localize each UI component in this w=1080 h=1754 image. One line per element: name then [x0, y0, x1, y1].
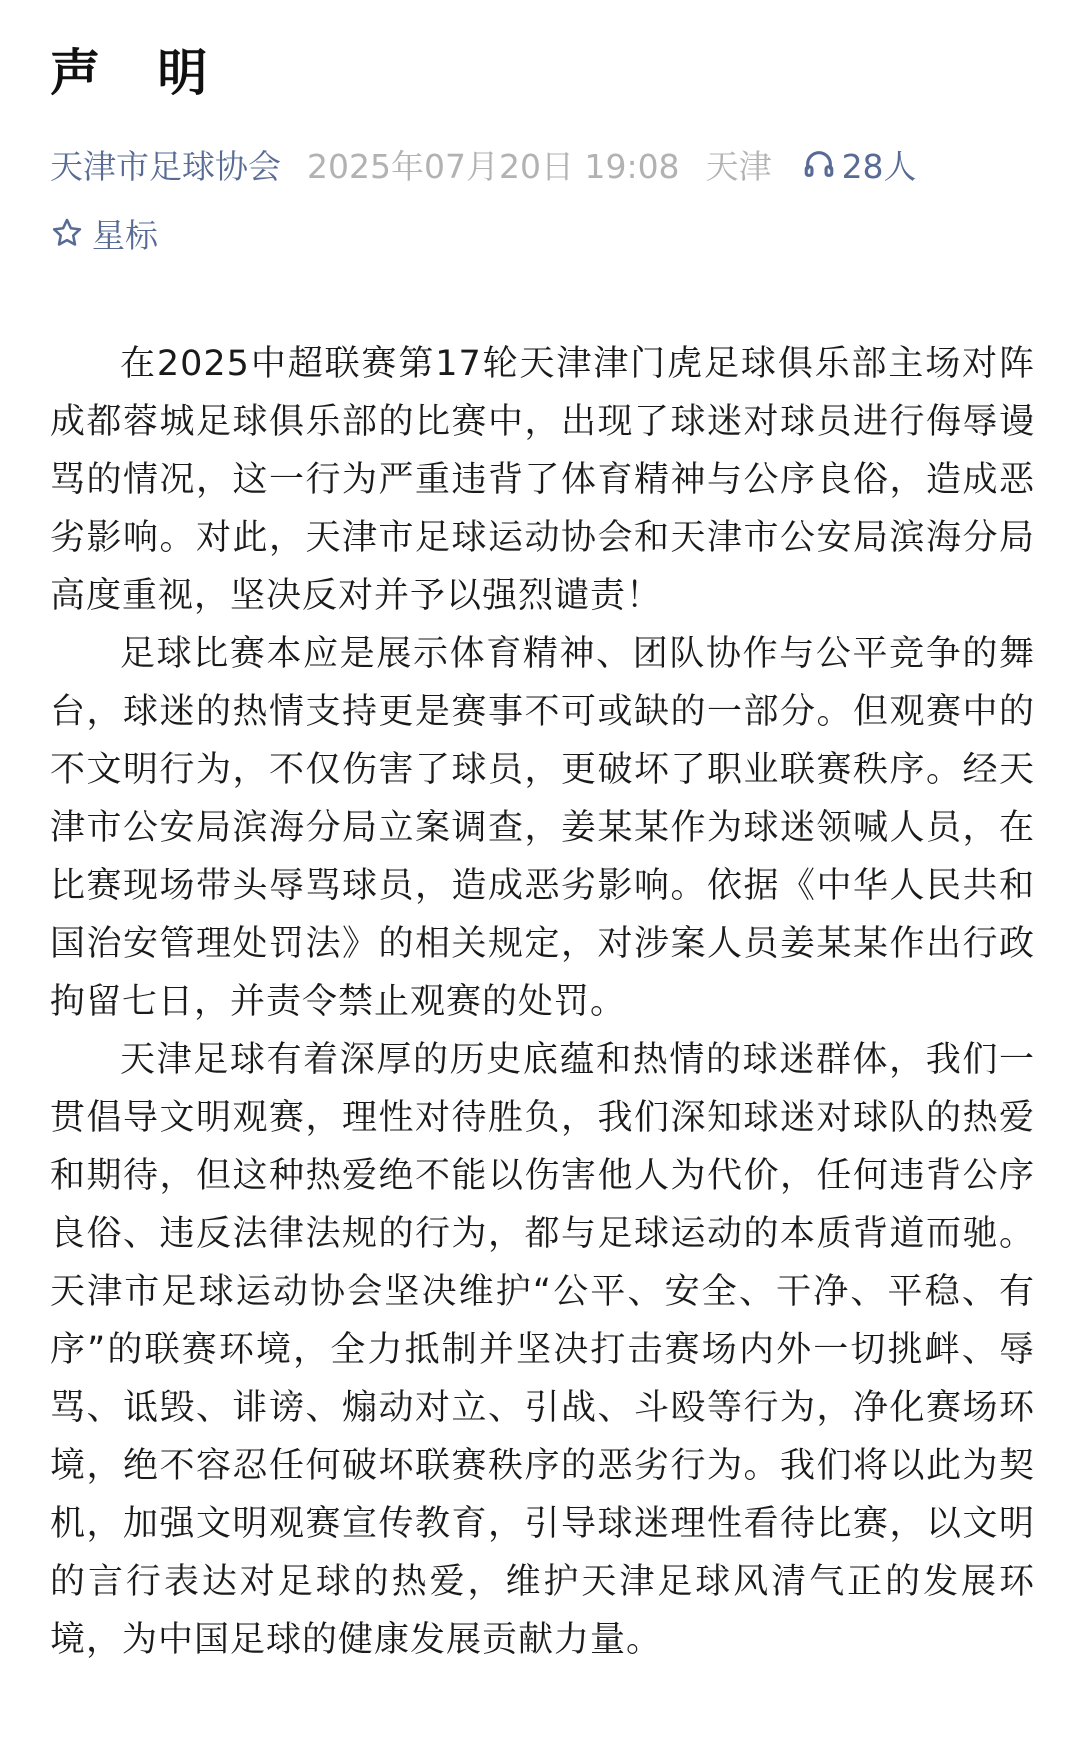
star-outline-icon [50, 216, 84, 250]
publish-datetime: 2025年07月20日 19:08 [307, 146, 680, 186]
publish-location: 天津 [705, 146, 772, 186]
author-link[interactable]: 天津市足球协会 [50, 146, 281, 186]
paragraph: 足球比赛本应是展示体育精神、团队协作与公平竞争的舞台，球迷的热情支持更是赛事不可或缺的一部分。但观赛中的不文明行为，不仅伤害了球员，更破坏了职业联赛秩序。经天津市公安局滨海分局立案调查，姜某某作为球迷领喊人员，在比赛现场带头辱骂球员，造成恶劣影响。依据《中华人民共和国治安管理处罚法》的相关规定，对涉案人员姜某某作出行政拘留七日，并责令禁止观赛的处罚。 [50, 634, 1035, 1022]
page-title: 声 明 [50, 44, 228, 102]
headphones-icon [802, 147, 836, 181]
star-button[interactable] [50, 208, 158, 258]
paragraph: 在2025中超联赛第17轮天津津门虎足球俱乐部主场对阵成都蓉城足球俱乐部的比赛中，出现了球迷对球员进行侮辱谩骂的情况，这一行为严重违背了体育精神与公序良俗，造成恶劣影响。对此，天津市足球运动协会和天津市公安局滨海分局高度重视，坚决反对并予以强烈谴责！ [50, 344, 1035, 616]
article-meta [50, 138, 917, 190]
paragraph: 天津足球有着深厚的历史底蕴和热情的球迷群体，我们一贯倡导文明观赛，理性对待胜负，我们深知球迷对球队的热爱和期待，但这种热爱绝不能以伤害他人为代价，任何违背公序良俗、违反法律法规的行为，都与足球运动的本质背道而驰。天津市足球运动协会坚决维护“公平、安全、干净、平稳、有序”的联赛环境，全力抵制并坚决打击赛场内外一切挑衅、辱骂、诋毁、诽谤、煽动对立、引战、斗殴等行为，净化赛场环境，绝不容忍任何破坏联赛秩序的恶劣行为。我们将以此为契机，加强文明观赛宣传教育，引导球迷理性看待比赛，以文明的言行表达对足球的热爱，维护天津足球风清气正的发展环境，为中国足球的健康发展贡献力量。 [50, 1040, 1035, 1660]
listen-button[interactable] [802, 141, 917, 188]
listen-count: 28人 [841, 146, 917, 186]
star-label: 星标 [92, 215, 158, 255]
article-body [50, 335, 1035, 1669]
